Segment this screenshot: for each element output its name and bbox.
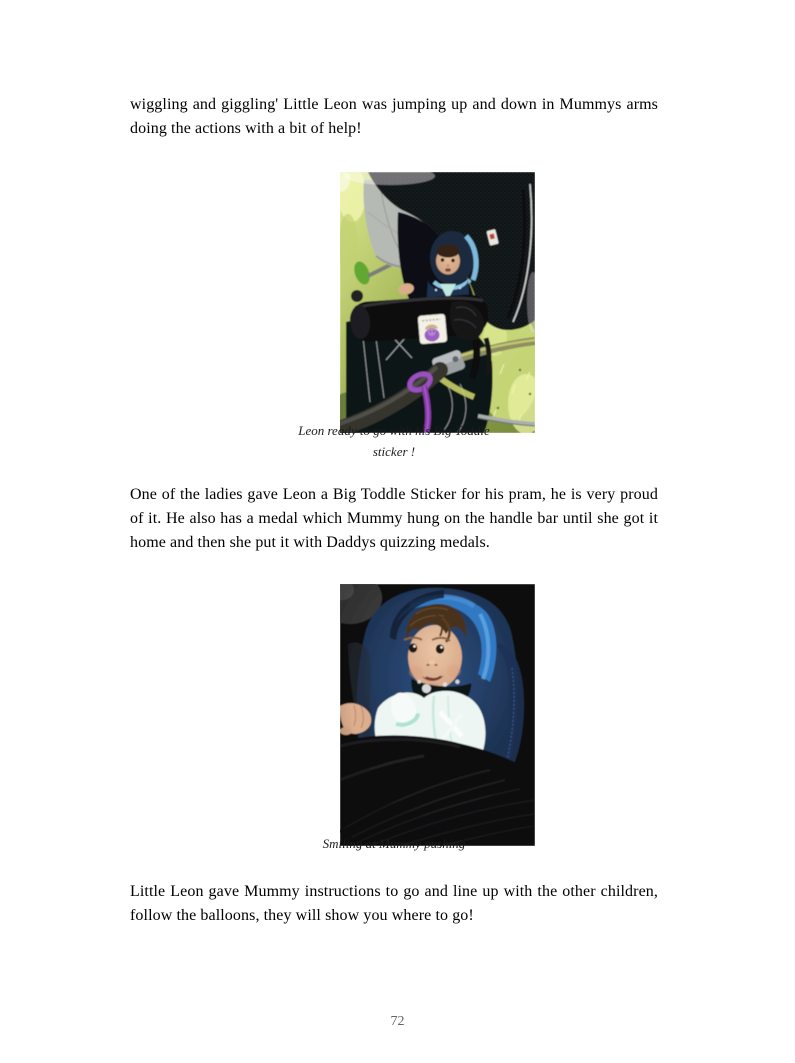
paragraph-closing: Little Leon gave Mummy instructions to go and line up with the other children, follow the balloons, they will show you where to go! <box>130 883 658 924</box>
figure-caption-text: Leon ready to go with his Big Toddle sticker ! <box>298 423 490 459</box>
figure-caption-pram <box>130 420 658 462</box>
page-number: 72 <box>390 1014 405 1029</box>
baby-closeup-illustration <box>340 584 535 846</box>
pram-photo-illustration <box>340 172 535 433</box>
photo-leon-closeup <box>340 584 535 846</box>
paragraph-intro: wiggling and giggling' Little Leon was jumping up and down in Mummys arms doing the actions with a bit of help! <box>130 96 658 137</box>
photo-leon-in-pram <box>340 172 535 433</box>
figure-caption-closeup: Smiling at Mummy pushing <box>322 836 466 851</box>
paragraph-sticker-story: One of the ladies gave Leon a Big Toddle Sticker for his pram, he is very proud of it. He also has a medal which Mummy hung on the handle bar until she got it home and then she put it with Daddys quizzing medals. <box>130 486 658 551</box>
